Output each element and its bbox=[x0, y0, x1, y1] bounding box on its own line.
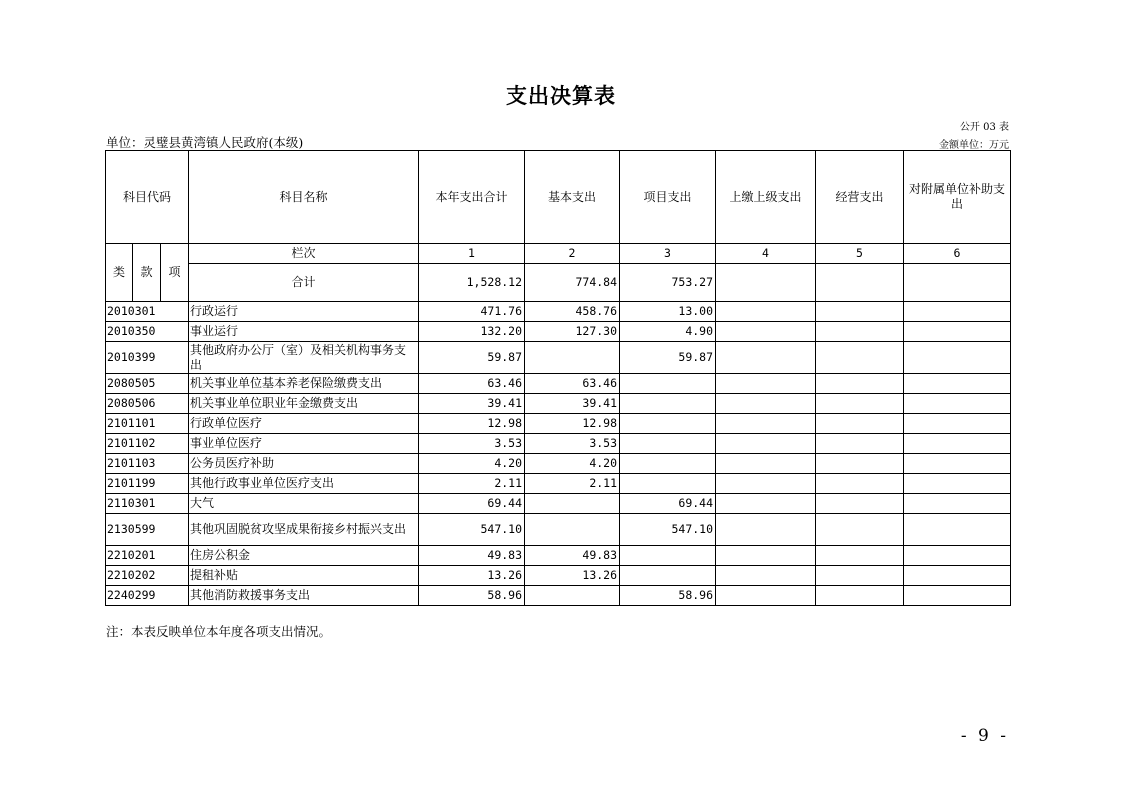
total-business bbox=[816, 264, 904, 302]
row-project bbox=[620, 566, 716, 586]
row-name: 其他巩固脱贫攻坚成果衔接乡村振兴支出 bbox=[189, 514, 419, 546]
row-subsidy bbox=[904, 494, 1011, 514]
row-upper bbox=[716, 474, 816, 494]
row-total: 2.11 bbox=[419, 474, 525, 494]
table-row bbox=[106, 586, 1011, 606]
row-business bbox=[816, 566, 904, 586]
row-upper bbox=[716, 302, 816, 322]
row-total: 49.83 bbox=[419, 546, 525, 566]
row-business bbox=[816, 342, 904, 374]
row-code: 2101103 bbox=[106, 454, 189, 474]
row-code: 2101199 bbox=[106, 474, 189, 494]
row-project: 69.44 bbox=[620, 494, 716, 514]
row-subsidy bbox=[904, 374, 1011, 394]
row-business bbox=[816, 414, 904, 434]
row-project bbox=[620, 374, 716, 394]
total-row bbox=[106, 264, 1011, 302]
row-subsidy bbox=[904, 474, 1011, 494]
row-total: 63.46 bbox=[419, 374, 525, 394]
row-code: 2210201 bbox=[106, 546, 189, 566]
total-project: 753.27 bbox=[620, 264, 716, 302]
row-upper bbox=[716, 586, 816, 606]
row-basic bbox=[525, 514, 620, 546]
row-total: 471.76 bbox=[419, 302, 525, 322]
table-row bbox=[106, 342, 1011, 374]
row-basic bbox=[525, 586, 620, 606]
row-code: 2101102 bbox=[106, 434, 189, 454]
row-subsidy bbox=[904, 414, 1011, 434]
row-business bbox=[816, 394, 904, 414]
table-row bbox=[106, 566, 1011, 586]
table-row bbox=[106, 302, 1011, 322]
row-basic: 12.98 bbox=[525, 414, 620, 434]
header-basic: 基本支出 bbox=[525, 151, 620, 244]
table-row bbox=[106, 546, 1011, 566]
row-business bbox=[816, 546, 904, 566]
row-business bbox=[816, 322, 904, 342]
row-subsidy bbox=[904, 322, 1011, 342]
row-name: 住房公积金 bbox=[189, 546, 419, 566]
row-subsidy bbox=[904, 342, 1011, 374]
row-name: 大气 bbox=[189, 494, 419, 514]
row-total: 58.96 bbox=[419, 586, 525, 606]
row-basic: 4.20 bbox=[525, 454, 620, 474]
header-row bbox=[106, 151, 1011, 244]
row-code: 2210202 bbox=[106, 566, 189, 586]
row-business bbox=[816, 494, 904, 514]
row-business bbox=[816, 586, 904, 606]
column-index-row bbox=[106, 244, 1011, 264]
row-subsidy bbox=[904, 546, 1011, 566]
table-row bbox=[106, 454, 1011, 474]
total-basic: 774.84 bbox=[525, 264, 620, 302]
table-row bbox=[106, 374, 1011, 394]
row-subsidy bbox=[904, 586, 1011, 606]
table-note: 注：本表反映单位本年度各项支出情况。 bbox=[106, 624, 332, 639]
table-row bbox=[106, 394, 1011, 414]
row-name: 提租补贴 bbox=[189, 566, 419, 586]
header-total: 本年支出合计 bbox=[419, 151, 525, 244]
row-upper bbox=[716, 434, 816, 454]
row-upper bbox=[716, 374, 816, 394]
row-project: 13.00 bbox=[620, 302, 716, 322]
row-project bbox=[620, 546, 716, 566]
row-total: 39.41 bbox=[419, 394, 525, 414]
row-code: 2010350 bbox=[106, 322, 189, 342]
row-name: 其他政府办公厅（室）及相关机构事务支出 bbox=[189, 342, 419, 374]
row-subsidy bbox=[904, 566, 1011, 586]
header-upper: 上缴上级支出 bbox=[716, 151, 816, 244]
row-project bbox=[620, 434, 716, 454]
row-subsidy bbox=[904, 454, 1011, 474]
row-upper bbox=[716, 494, 816, 514]
row-basic: 39.41 bbox=[525, 394, 620, 414]
table-row bbox=[106, 414, 1011, 434]
row-project bbox=[620, 454, 716, 474]
row-subsidy bbox=[904, 514, 1011, 546]
row-name: 机关事业单位基本养老保险缴费支出 bbox=[189, 374, 419, 394]
table-row bbox=[106, 474, 1011, 494]
row-code: 2110301 bbox=[106, 494, 189, 514]
row-basic: 13.26 bbox=[525, 566, 620, 586]
page-title: 支出决算表 bbox=[506, 83, 616, 108]
row-code: 2010301 bbox=[106, 302, 189, 322]
row-basic: 49.83 bbox=[525, 546, 620, 566]
row-subsidy bbox=[904, 434, 1011, 454]
row-upper bbox=[716, 546, 816, 566]
table-row bbox=[106, 434, 1011, 454]
row-project bbox=[620, 414, 716, 434]
expenditure-table bbox=[105, 150, 1011, 606]
row-basic: 458.76 bbox=[525, 302, 620, 322]
row-business bbox=[816, 374, 904, 394]
header-business: 经营支出 bbox=[816, 151, 904, 244]
col-index-2: 2 bbox=[525, 244, 620, 264]
row-name: 机关事业单位职业年金缴费支出 bbox=[189, 394, 419, 414]
table-row bbox=[106, 322, 1011, 342]
row-basic: 127.30 bbox=[525, 322, 620, 342]
total-subsidy bbox=[904, 264, 1011, 302]
row-code: 2080505 bbox=[106, 374, 189, 394]
col-index-3: 3 bbox=[620, 244, 716, 264]
header-code: 科目代码 bbox=[106, 151, 189, 244]
total-label: 合计 bbox=[189, 264, 419, 302]
row-business bbox=[816, 474, 904, 494]
row-name: 行政运行 bbox=[189, 302, 419, 322]
row-project: 58.96 bbox=[620, 586, 716, 606]
row-upper bbox=[716, 342, 816, 374]
row-total: 12.98 bbox=[419, 414, 525, 434]
row-business bbox=[816, 454, 904, 474]
row-subsidy bbox=[904, 302, 1011, 322]
row-code: 2010399 bbox=[106, 342, 189, 374]
row-total: 59.87 bbox=[419, 342, 525, 374]
row-project bbox=[620, 394, 716, 414]
row-total: 4.20 bbox=[419, 454, 525, 474]
row-total: 3.53 bbox=[419, 434, 525, 454]
row-project: 4.90 bbox=[620, 322, 716, 342]
row-subsidy bbox=[904, 394, 1011, 414]
header-project: 项目支出 bbox=[620, 151, 716, 244]
col-index-1: 1 bbox=[419, 244, 525, 264]
row-business bbox=[816, 514, 904, 546]
col-index-6: 6 bbox=[904, 244, 1011, 264]
header-xiang: 项 bbox=[161, 244, 189, 302]
unit-label: 单位：灵璧县黄湾镇人民政府(本级) bbox=[106, 135, 304, 150]
row-basic: 2.11 bbox=[525, 474, 620, 494]
row-upper bbox=[716, 414, 816, 434]
row-basic bbox=[525, 342, 620, 374]
row-project: 59.87 bbox=[620, 342, 716, 374]
row-total: 547.10 bbox=[419, 514, 525, 546]
row-business bbox=[816, 302, 904, 322]
row-upper bbox=[716, 514, 816, 546]
header-name: 科目名称 bbox=[189, 151, 419, 244]
row-basic bbox=[525, 494, 620, 514]
row-code: 2080506 bbox=[106, 394, 189, 414]
col-index-4: 4 bbox=[716, 244, 816, 264]
total-upper bbox=[716, 264, 816, 302]
row-business bbox=[816, 434, 904, 454]
row-upper bbox=[716, 454, 816, 474]
row-code: 2240299 bbox=[106, 586, 189, 606]
header-lanci: 栏次 bbox=[189, 244, 419, 264]
row-name: 事业单位医疗 bbox=[189, 434, 419, 454]
row-total: 69.44 bbox=[419, 494, 525, 514]
row-basic: 63.46 bbox=[525, 374, 620, 394]
row-project: 547.10 bbox=[620, 514, 716, 546]
row-upper bbox=[716, 566, 816, 586]
row-total: 13.26 bbox=[419, 566, 525, 586]
amount-unit-label: 金额单位：万元 bbox=[939, 140, 1009, 151]
header-kuan: 款 bbox=[133, 244, 161, 302]
row-name: 其他行政事业单位医疗支出 bbox=[189, 474, 419, 494]
row-upper bbox=[716, 394, 816, 414]
row-total: 132.20 bbox=[419, 322, 525, 342]
row-name: 其他消防救援事务支出 bbox=[189, 586, 419, 606]
col-index-5: 5 bbox=[816, 244, 904, 264]
table-row bbox=[106, 514, 1011, 546]
table-row bbox=[106, 494, 1011, 514]
row-basic: 3.53 bbox=[525, 434, 620, 454]
row-name: 公务员医疗补助 bbox=[189, 454, 419, 474]
total-sum: 1,528.12 bbox=[419, 264, 525, 302]
row-project bbox=[620, 474, 716, 494]
row-upper bbox=[716, 322, 816, 342]
header-lei: 类 bbox=[106, 244, 133, 302]
page-number: - 9 - bbox=[960, 726, 1009, 746]
form-number: 公开 03 表 bbox=[959, 122, 1009, 133]
row-code: 2130599 bbox=[106, 514, 189, 546]
row-code: 2101101 bbox=[106, 414, 189, 434]
header-subsidy: 对附属单位补助支出 bbox=[904, 151, 1011, 244]
row-name: 行政单位医疗 bbox=[189, 414, 419, 434]
row-name: 事业运行 bbox=[189, 322, 419, 342]
